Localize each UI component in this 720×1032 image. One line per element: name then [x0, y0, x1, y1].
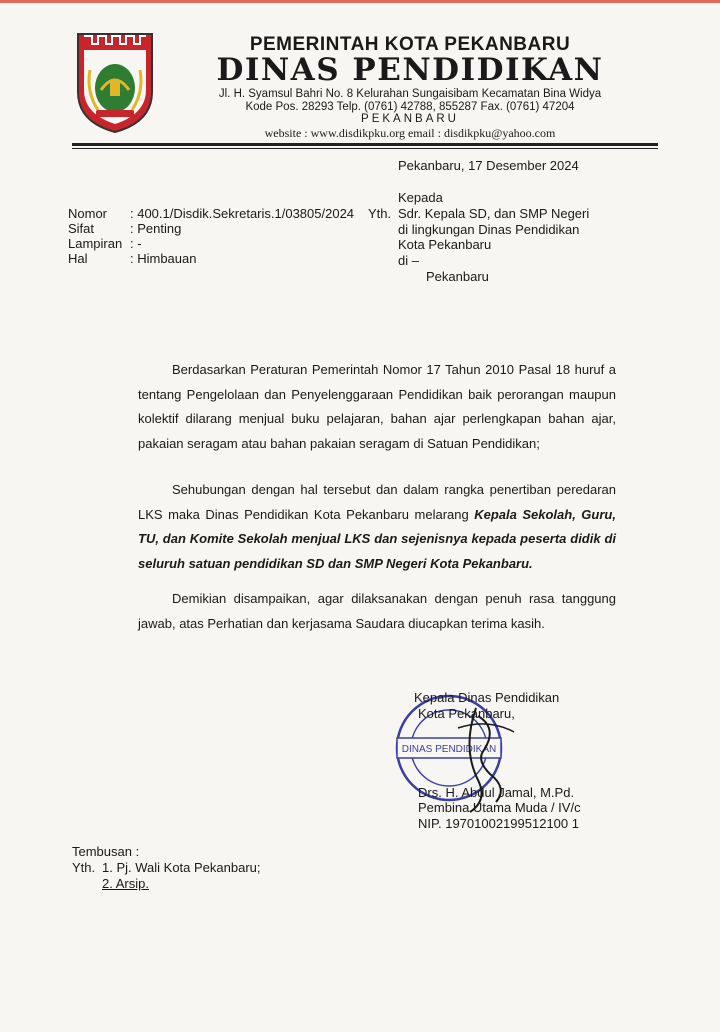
meta-label-nomor: Nomor — [68, 206, 108, 221]
meta-value-hal: : Himbauan — [130, 251, 197, 266]
body-paragraph-1 — [138, 358, 616, 456]
agency-contact: Kode Pos. 28293 Telp. (0761) 42788, 855287 Fax. (0761) 47204 — [245, 101, 575, 113]
body-paragraph-3-text: Demikian disampaikan, agar dilaksanakan dengan penuh rasa tanggung jawab, atas Perhatian dan kerjasama Saudara diucapkan terima kasih. — [138, 591, 616, 631]
top-border — [0, 0, 720, 3]
cc-item-2: 2. Arsip. — [102, 876, 149, 891]
agency-web: website : www.disdikpku.org email : disdikpku@yahoo.com — [264, 126, 556, 140]
stamp-text: DINAS PENDIDIKAN — [401, 744, 497, 755]
meta-label-lampiran: Lampiran — [68, 236, 123, 251]
body-paragraph-3 — [138, 587, 616, 636]
body-paragraph-1-text: Berdasarkan Peraturan Pemerintah Nomor 17 Tahun 2010 Pasal 18 huruf a tentang Pengelolaan dan Penyelenggaraan Pendidikan baik perorangan maupun kolektif dilarang menjual buku pelajaran, bahan ajar perlengkapan bahan ajar, pakaian seragam atau bahan pakaian seragam di Satuan Pendidikan; — [138, 362, 616, 451]
signer-rank: Pembina Utama Muda / IV/c — [418, 800, 581, 815]
meta-value-nomor: : 400.1/Disdik.Sekretaris.1/03805/2024 — [130, 206, 355, 221]
recipient-to: Kepada — [398, 190, 443, 205]
recipient-line5: Pekanbaru — [426, 269, 489, 284]
signer-nip: NIP. 19701002199512100 1 — [418, 816, 579, 831]
recipient-line4: di – — [398, 253, 419, 268]
cc-title: Tembusan : — [72, 844, 140, 859]
recipient-yth: Yth. — [368, 206, 392, 221]
agency-city: PEKANBARU — [361, 113, 459, 125]
meta-label-hal: Hal — [68, 251, 88, 266]
agency-address: Jl. H. Syamsul Bahri No. 8 Kelurahan Sungaisibam Kecamatan Bina Widya — [218, 88, 602, 100]
signer-title-2: Kota Pekanbaru, — [418, 706, 515, 721]
agency-name: DINAS PENDIDIKAN — [216, 52, 604, 88]
recipient-line1: Sdr. Kepala SD, dan SMP Negeri — [398, 206, 590, 221]
city-crest-logo — [74, 30, 156, 134]
letter-date: Pekanbaru, 17 Desember 2024 — [398, 158, 579, 173]
letterhead-rule-thin — [72, 148, 658, 149]
recipient-line2: di lingkungan Dinas Pendidikan — [398, 222, 580, 237]
signer-title-1: Kepala Dinas Pendidikan — [414, 690, 560, 705]
signer-name: Drs. H. Abdul Jamal, M.Pd. — [418, 785, 575, 800]
meta-value-sifat: : Penting — [130, 221, 182, 236]
body-paragraph-2-emphasis: Kepala Sekolah, Guru, TU, dan Komite Sekolah menjual LKS dan sejenisnya kepada peserta didik di seluruh satuan pendidikan SD dan SMP Negeri Kota Pekanbaru. — [138, 506, 616, 571]
cc-item-1: 1. Pj. Wali Kota Pekanbaru; — [102, 860, 261, 875]
body-paragraph-2-text: Sehubungan dengan hal tersebut dan dalam rangka penertiban peredaran LKS maka Dinas Pendidikan Kota Pekanbaru melarang — [138, 482, 616, 522]
meta-label-sifat: Sifat — [68, 221, 95, 236]
government-name: PEMERINTAH KOTA PEKANBARU — [249, 34, 571, 55]
cc-yth: Yth. — [72, 860, 96, 875]
meta-value-lampiran: : - — [130, 236, 142, 251]
body-paragraph-2 — [138, 478, 616, 576]
recipient-line3: Kota Pekanbaru — [398, 237, 492, 252]
letterhead-rule-thick — [72, 143, 658, 146]
